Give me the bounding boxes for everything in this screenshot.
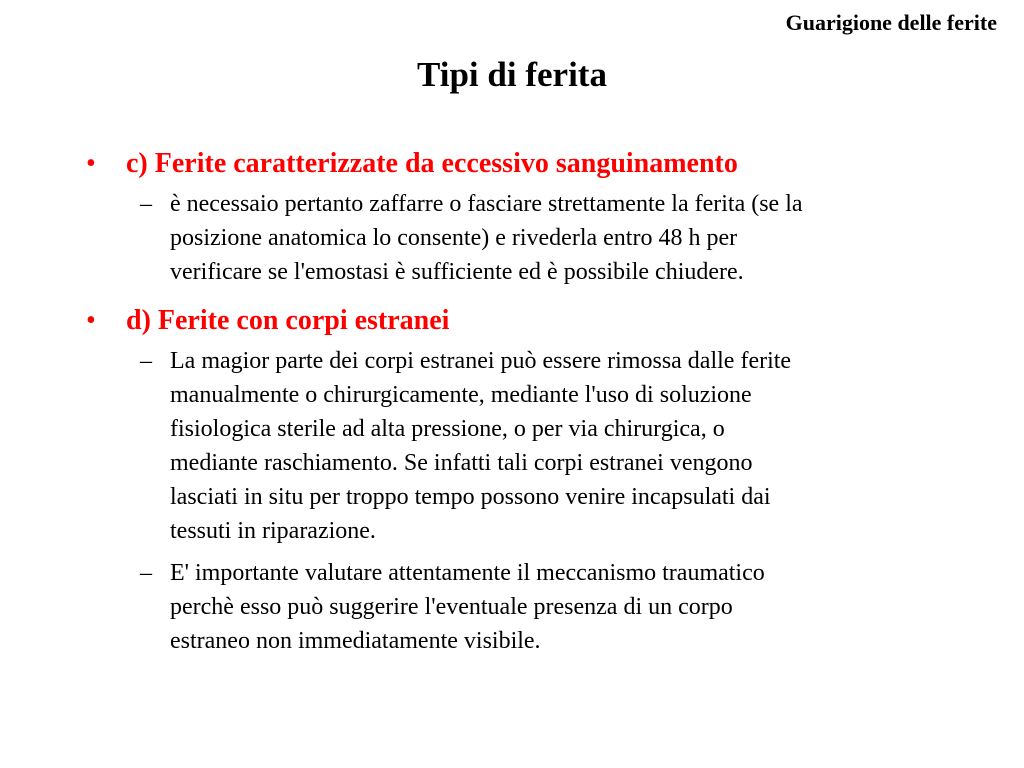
text-line: estraneo non immediatamente visibile. (170, 628, 541, 654)
bullet-item (84, 302, 934, 340)
text-line: mediante raschiamento. Se infatti tali corpi estranei vengono (170, 450, 753, 476)
sub-bullet-item (84, 187, 934, 289)
slide-title: Tipi di ferita (417, 55, 607, 94)
sub-bullet-text (170, 187, 934, 289)
text-line: fisiologica sterile ad alta pressione, o per via chirurgica, o (170, 416, 725, 442)
text-line: lasciati in situ per troppo tempo possono venire incapsulati dai (170, 484, 771, 510)
bullet-item (84, 145, 934, 183)
text-line: è necessaio pertanto zaffarre o fasciare strettamente la ferita (se la (170, 191, 803, 217)
text-line: tessuti in riparazione. (170, 518, 376, 544)
text-line: manualmente o chirurgicamente, mediante l'uso di soluzione (170, 382, 752, 408)
sub-bullet-text (170, 344, 934, 548)
bullet-heading: c) Ferite caratterizzate da eccessivo sanguinamento (126, 148, 738, 179)
sub-bullet-marker: – (140, 348, 152, 374)
sub-bullet-item (84, 344, 934, 548)
text-line: perchè esso può suggerire l'eventuale presenza di un corpo (170, 594, 733, 620)
sub-bullet-marker: – (140, 560, 152, 586)
bullet-marker: • (86, 305, 96, 336)
text-line: La magior parte dei corpi estranei può essere rimossa dalle ferite (170, 348, 792, 374)
slide-content (84, 145, 934, 658)
bullet-marker: • (86, 148, 96, 179)
text-line: E' importante valutare attentamente il meccanismo traumatico (170, 560, 765, 586)
bullet-heading: d) Ferite con corpi estranei (126, 305, 450, 336)
text-line: posizione anatomica lo consente) e rivederla entro 48 h per (170, 225, 738, 251)
text-line: verificare se l'emostasi è sufficiente ed è possibile chiudere. (170, 259, 744, 285)
sub-bullet-item (84, 556, 934, 658)
sub-bullet-marker: – (140, 191, 152, 217)
header-label: Guarigione delle ferite (785, 10, 997, 35)
sub-bullet-text (170, 556, 934, 658)
